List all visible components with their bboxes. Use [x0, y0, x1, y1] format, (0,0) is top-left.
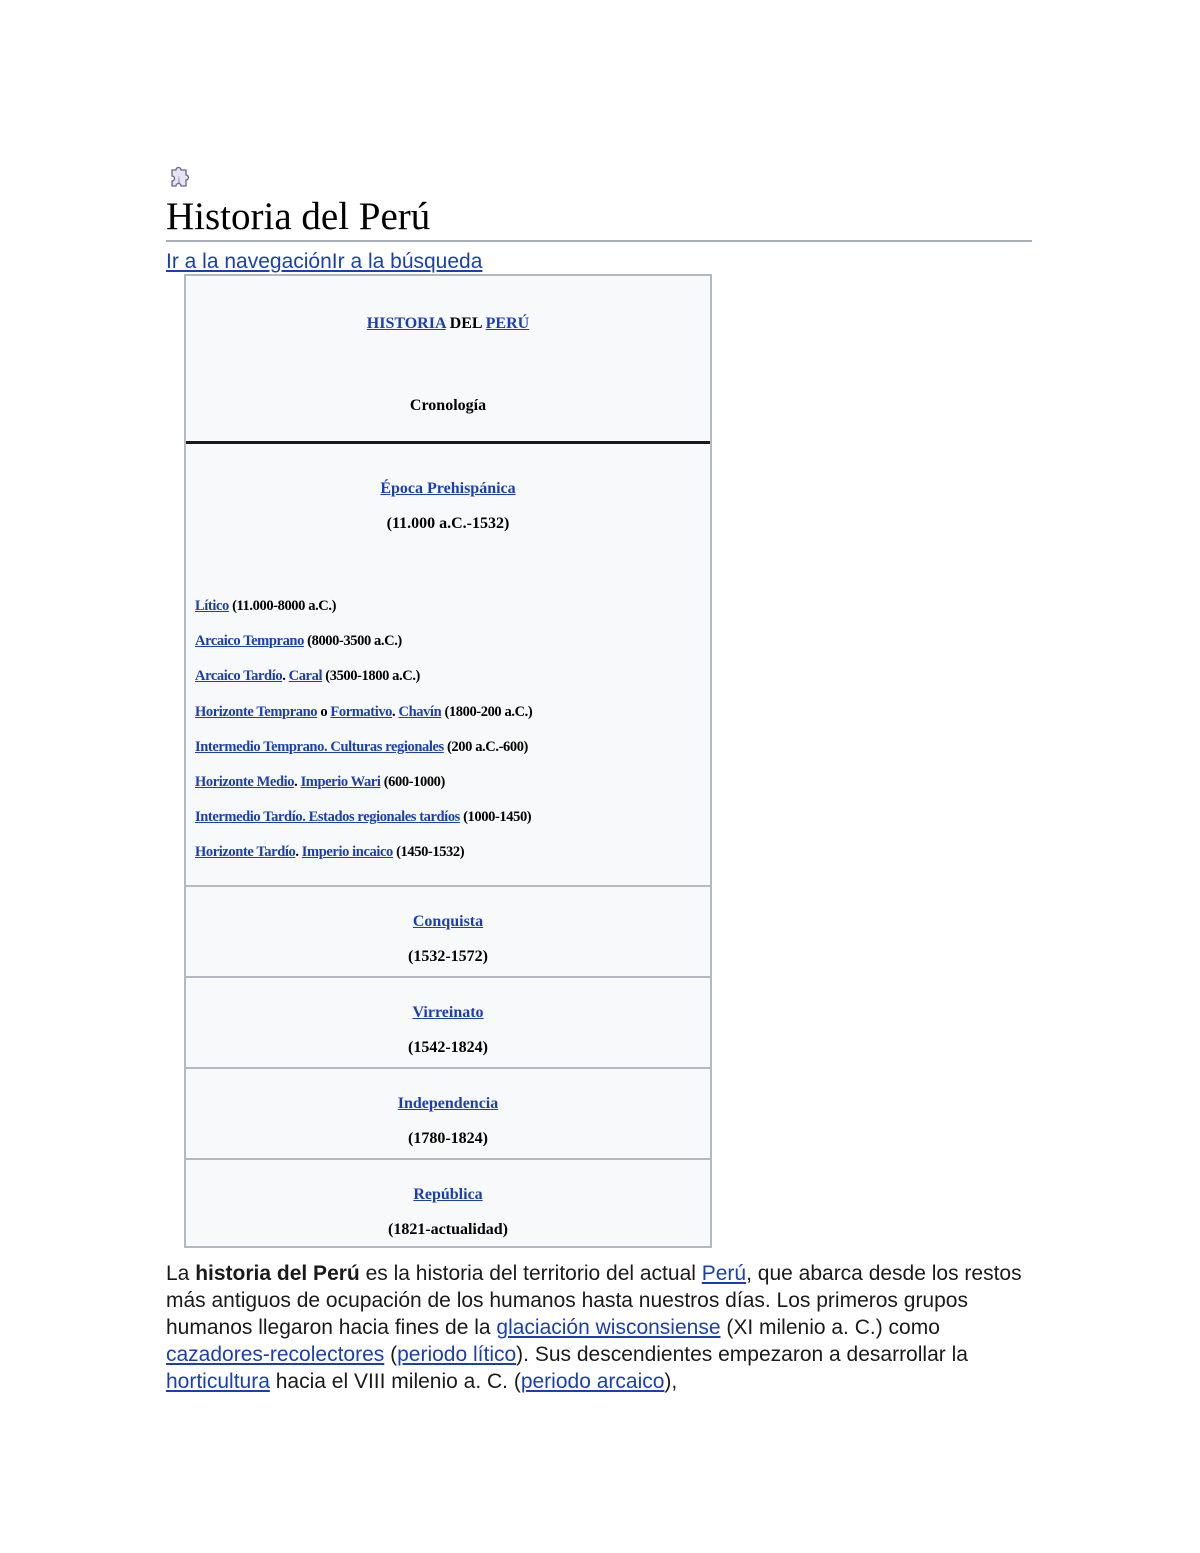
prehispanic-section [186, 444, 710, 885]
era-section [186, 978, 710, 1067]
historia-link[interactable]: HISTORIA [366, 315, 446, 332]
period-item [195, 631, 532, 666]
history-infobox [184, 274, 712, 1248]
era-section [186, 1069, 710, 1158]
era-link[interactable]: Independencia [397, 1095, 499, 1112]
era-dates: (1542-1824) [408, 1039, 488, 1056]
period-dates: (200 a.C.-600) [443, 738, 528, 755]
prehispanic-dates: (11.000 a.C.-1532) [386, 515, 510, 532]
period-dates: (1450-1532) [392, 844, 465, 861]
period-dates: (1800-200 a.C.) [441, 703, 533, 720]
era-section [186, 887, 710, 976]
periodo-litico-link[interactable]: periodo lítico [397, 1343, 517, 1366]
period-link[interactable]: Formativo [330, 703, 393, 720]
era-title [186, 911, 710, 933]
peru-link[interactable]: PERÚ [485, 315, 530, 332]
period-item: Horizonte Medio. Imperio Wari (600-1000) [195, 773, 445, 790]
period-item [195, 807, 532, 842]
era-dates: (1532-1572) [408, 948, 488, 965]
page-title: Historia del Perú [166, 195, 431, 238]
period-link[interactable]: Horizonte Tardío [195, 844, 296, 861]
prehispanic-period-list [195, 596, 532, 878]
skip-to-navigation-link[interactable]: Ir a la navegación [166, 250, 332, 273]
period-link[interactable]: Lítico [195, 598, 229, 614]
period-link[interactable]: Chavín [398, 703, 442, 720]
era-dates: (1780-1824) [408, 1130, 488, 1147]
period-item: Horizonte Temprano o Formativo. Chavín (1800-200 a.C.) [195, 703, 533, 720]
era-title [186, 1093, 710, 1115]
periodo-arcaico-link[interactable]: periodo arcaico [520, 1370, 665, 1393]
infobox-subheader: Cronología [409, 397, 487, 414]
era-link[interactable]: Conquista [412, 913, 484, 930]
cazadores-link[interactable]: cazadores-recolectores [166, 1343, 385, 1366]
period-dates: (3500-1800 a.C.) [322, 668, 420, 685]
era-section [186, 1160, 710, 1246]
period-dates: (600-1000) [380, 773, 445, 790]
period-link[interactable]: Intermedio Temprano. Culturas regionales [195, 738, 444, 755]
skip-to-search-link[interactable]: Ir a la búsqueda [331, 250, 483, 273]
period-link[interactable]: Horizonte Medio [195, 773, 295, 790]
infobox-header [186, 276, 710, 442]
period-link[interactable]: Imperio incaico [301, 844, 393, 861]
peru-link[interactable]: Perú [701, 1262, 747, 1285]
prehispanic-title: Época Prehispánica [380, 480, 516, 497]
skip-links [166, 247, 482, 277]
infobox-heading: HISTORIA DEL PERÚ [366, 315, 530, 332]
horticultura-link[interactable]: horticultura [166, 1370, 270, 1393]
era-link[interactable]: República [413, 1186, 483, 1203]
period-item [195, 596, 532, 631]
svg-text:i: i [177, 175, 181, 185]
period-link[interactable]: Arcaico Temprano [195, 633, 304, 650]
title-divider [166, 240, 1032, 242]
puzzle-piece-icon [166, 166, 192, 192]
period-item: Horizonte Tardío. Imperio incaico (1450-1532) [195, 844, 465, 861]
era-link[interactable]: Virreinato [412, 1004, 484, 1021]
period-dates: (11.000-8000 a.C.) [228, 598, 337, 614]
period-link[interactable]: Imperio Wari [300, 773, 381, 790]
glaciacion-link[interactable]: glaciación wisconsiense [496, 1316, 721, 1339]
period-dates: (1000-1450) [459, 809, 532, 826]
era-title [186, 1002, 710, 1024]
period-link[interactable]: Arcaico Tardío [195, 668, 283, 685]
intro-paragraph: La historia del Perú es la historia del territorio del actual Perú, que abarca desde los restos más antiguos de ocupación de los humanos hasta nuestros días. Los primeros grupos humanos llegaron hacia fines de la glaciación wisconsiense (XI milenio a. C.) como cazadores-recolectores (periodo lítico). Sus descendientes empezaron a desarrollar la horticultura hacia el VIII milenio a. C. (periodo arcaico), [166, 1262, 1022, 1393]
period-item [195, 737, 532, 772]
period-link[interactable]: Intermedio Tardío. Estados regionales tardíos [195, 809, 460, 826]
era-dates: (1821-actualidad) [388, 1221, 508, 1238]
period-dates: (8000-3500 a.C.) [303, 633, 402, 650]
period-item: Arcaico Tardío. Caral (3500-1800 a.C.) [195, 668, 420, 685]
period-link[interactable]: Caral [288, 668, 323, 685]
article-subject: historia del Perú [195, 1262, 360, 1285]
era-title [186, 1184, 710, 1206]
period-link[interactable]: Horizonte Temprano [195, 703, 318, 720]
